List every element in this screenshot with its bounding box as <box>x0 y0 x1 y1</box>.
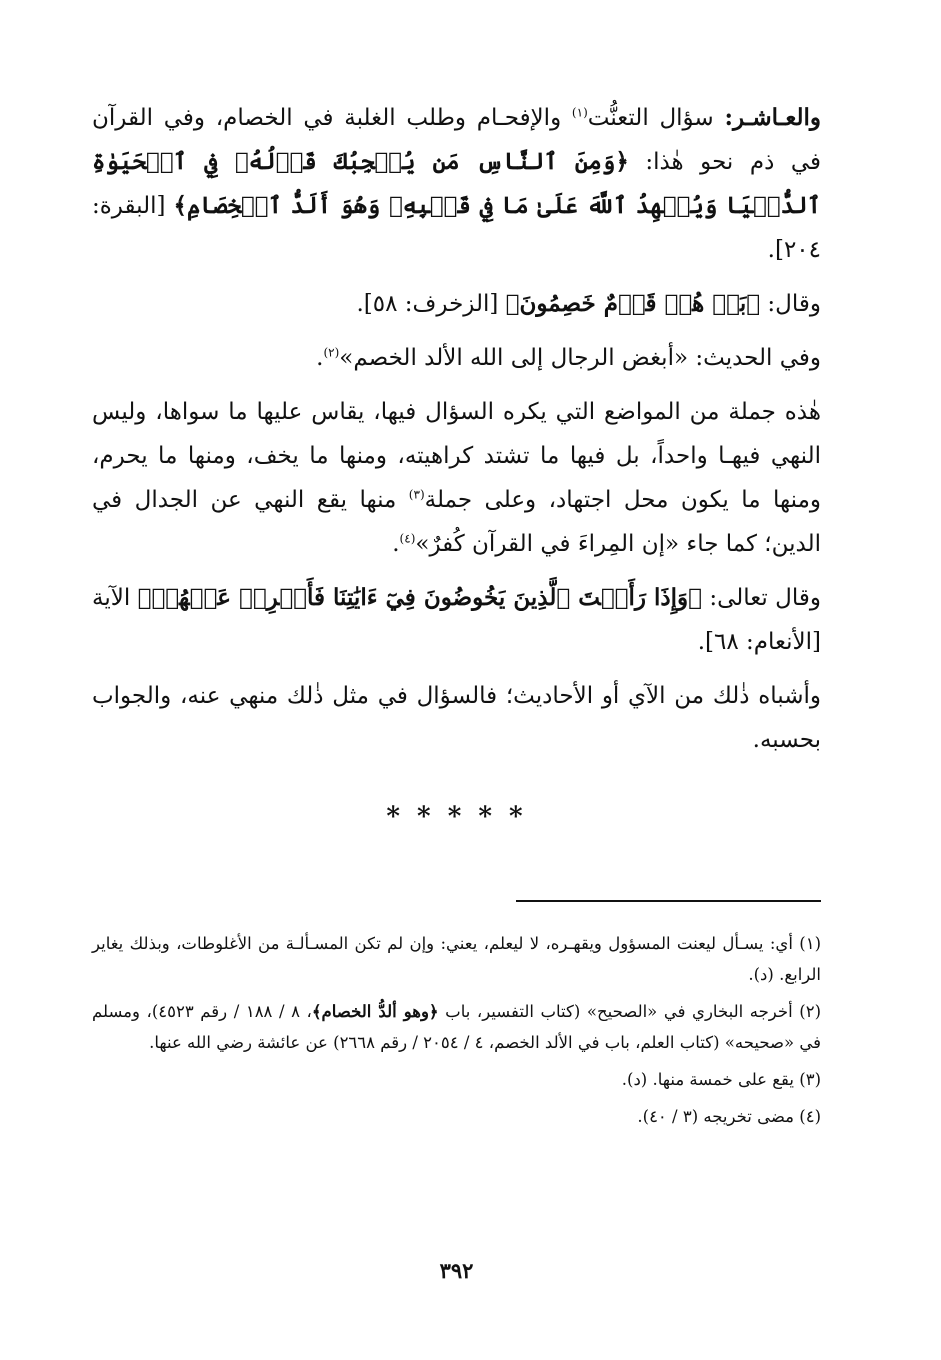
footnote-4: (٤) مضى تخريجه (٣ / ٤٠). <box>637 1107 821 1126</box>
verse-reference: [البقرة: ٢٠٤]. <box>92 193 821 263</box>
quran-verse: ﴿وَإِذَا رَأَيۡتَ ٱلَّذِينَ يَخُوضُونَ فِيٓ ءَايَٰتِنَا فَأَعۡرِضۡ عَنۡهُمۡ﴾ <box>137 584 702 611</box>
quran-verse: ﴿بَلۡ هُمۡ قَوۡمٌ خَصِمُونَ﴾ <box>505 290 761 317</box>
paragraph-summary <box>92 390 821 566</box>
verse-reference: الآية [الأنعام: ٦٨]. <box>92 585 821 655</box>
footnote-verse: ﴿وهو ألدُّ الخصام﴾ <box>311 1002 439 1021</box>
text-run: (٢) أخرجه البخاري في «الصحيح» (كتاب التفسير، باب <box>438 1002 821 1021</box>
text-run: ، ٨ / ١٨٨ / رقم ٤٥٢٣)، ومسلم في «صحيحه» (كتاب العلم، باب في الألد الخصم، ٤ / ٢٠٥٤ / رقم ٢٦٦٨) عن عائشة رضي الله عنها. <box>92 1002 821 1052</box>
footnote-divider <box>516 900 821 902</box>
footnote-marker-3: (٣) <box>408 487 425 502</box>
paragraph-conclusion: وأشباه ذٰلك من الآي أو الأحاديث؛ فالسؤال في مثل ذٰلك منهي عنه، والجواب بحسبه. <box>92 683 821 753</box>
paragraph-tenth-question <box>92 96 821 272</box>
footnote-2 <box>92 996 821 1058</box>
quran-verse: ﴿وَمِنَ ٱلنَّاسِ مَن يُعۡجِبُكَ قَوۡلُهُۥ فِي ٱلۡحَيَوٰةِ ٱلدُّنۡيَا وَيُشۡهِدُ ٱللَّهَ عَلَىٰ مَا فِي قَلۡبِهِۦ وَهُوَ أَلَدُّ ٱلۡخِصَامِ﴾ <box>92 148 822 219</box>
page-number: ٣٩٢ <box>439 1258 474 1283</box>
paragraph-hadith <box>92 336 821 380</box>
text-run: منها يقع النهي عن الجدال في الدين؛ كما جاء «إن المِراءَ في القرآن كُفرٌ» <box>92 487 821 557</box>
paragraph-anam <box>92 576 821 664</box>
text-run: . <box>392 531 400 557</box>
main-text <box>92 96 821 832</box>
footnote-marker-2: (٢) <box>323 345 340 360</box>
footnotes <box>92 928 821 1138</box>
section-separator: * * * * * <box>386 802 527 832</box>
text-run: سؤال التعنُّت <box>587 105 725 131</box>
verse-reference: [الزخرف: ٥٨]. <box>356 291 506 317</box>
book-page <box>92 96 821 1360</box>
footnote-marker-4: (٤) <box>399 531 416 546</box>
footnote-marker-1: (١) <box>571 105 588 120</box>
paragraph-zukhruf <box>92 282 821 326</box>
paragraph-lead: والعـاشـر: <box>724 104 821 131</box>
footnote-1: (١) أي: يسـأل ليعنت المسؤول ويقهـره، لا ليعلم، يعني: وإن لم تكن المسـألـة من الأغلوطات، وبذلك يغاير الرابع. (د). <box>92 934 821 984</box>
footnote-3: (٣) يقع على خمسة منها. (د). <box>621 1070 821 1089</box>
text-run: وقال تعالى: <box>701 585 821 611</box>
text-run: وقال: <box>760 291 821 317</box>
text-run: . <box>316 345 324 371</box>
text-run: هٰذه جملة من المواضع التي يكره السؤال فيها، يقاس عليها ما سواها، وليس النهي فيهـا واحداً، بل فيها ما تشتد كراهيته، ومنها ما يخف، ومنها ما يحرم، ومنها ما يكون محل اجتهاد، وعلى جملة <box>92 399 821 513</box>
text-run: والإفحـام وطلب الغلبة في الخصام، وفي القرآن في ذم نحو هٰذا: <box>92 105 821 175</box>
text-run: وفي الحديث: «أبغض الرجال إلى الله الألد الخصم» <box>339 345 821 371</box>
